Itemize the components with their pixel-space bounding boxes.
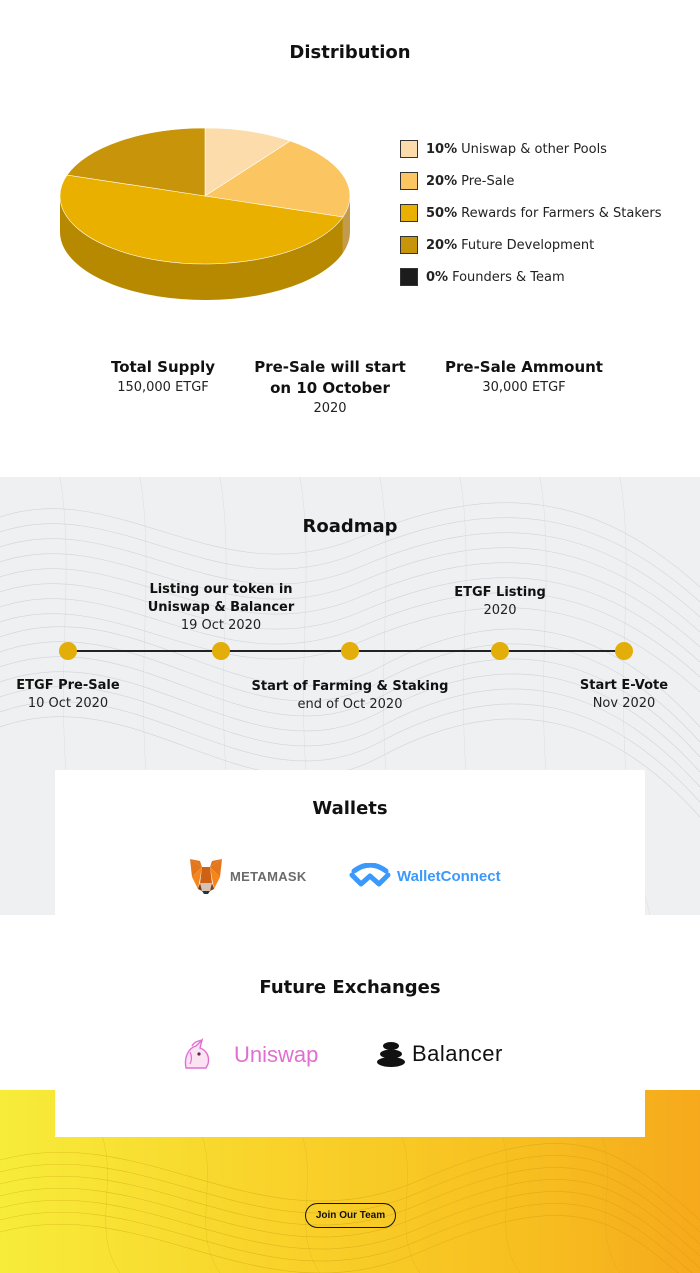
balancer-icon (376, 1041, 406, 1067)
exchange-name: Balancer (412, 1041, 503, 1066)
stat-value: 30,000 ETGF (482, 380, 566, 395)
wallets-card (55, 770, 645, 916)
legend-item-founders-team (400, 261, 662, 293)
roadmap-title: Roadmap (302, 516, 398, 537)
legend-item-future-development (400, 229, 662, 261)
legend-label: Pre-Sale (461, 173, 515, 189)
stat-title-line1: Pre-Sale will start (254, 358, 406, 376)
milestone-title: Start of Farming & Staking (251, 679, 449, 694)
legend-percent: 20% (426, 237, 458, 253)
milestone-date: end of Oct 2020 (297, 697, 403, 712)
stat-title: Pre-Sale Ammount (445, 358, 603, 376)
milestone-date: 2020 (483, 603, 517, 618)
legend-item-pre-sale (400, 165, 662, 197)
timeline-dot (212, 642, 230, 660)
milestone-etgf-listing (410, 584, 590, 620)
walletconnect-icon (349, 863, 391, 889)
timeline-dot (341, 642, 359, 660)
milestone-evote (564, 677, 684, 713)
uniswap-logo[interactable] (180, 1038, 318, 1072)
legend-percent: 10% (426, 141, 458, 157)
milestone-date: Nov 2020 (592, 696, 656, 711)
legend-swatch (400, 140, 418, 158)
stat-value: 2020 (313, 401, 347, 416)
milestone-title: Start E-Vote (579, 678, 669, 693)
milestone-title: ETGF Pre-Sale (16, 678, 120, 693)
milestone-listing-uniswap (131, 581, 311, 635)
stat-title: Total Supply (110, 358, 216, 376)
stat-value: 150,000 ETGF (117, 380, 209, 395)
milestone-title: ETGF Listing (454, 585, 546, 600)
milestone-farming (240, 678, 460, 714)
wallets-title: Wallets (312, 798, 388, 819)
wallet-name: WalletConnect (397, 867, 501, 885)
uniswap-unicorn-icon (180, 1038, 214, 1072)
legend-swatch (400, 204, 418, 222)
legend-percent: 20% (426, 173, 458, 189)
balancer-logo[interactable] (376, 1041, 503, 1067)
legend-swatch (400, 236, 418, 254)
join-our-team-button[interactable]: Join Our Team (305, 1203, 396, 1228)
legend-item-uniswap-pools (400, 133, 662, 165)
timeline-dot (59, 642, 77, 660)
stat-presale-start (230, 357, 430, 418)
distribution-title: Distribution (289, 42, 411, 63)
milestone-date: 19 Oct 2020 (180, 618, 262, 633)
wallet-name: METAMASK (230, 868, 307, 884)
exchanges-card-bottom (55, 1090, 645, 1137)
walletconnect-logo[interactable] (349, 863, 501, 889)
milestone-date: 10 Oct 2020 (27, 696, 109, 711)
legend-label: Future Development (461, 237, 595, 253)
legend-item-rewards (400, 197, 662, 229)
timeline-dot (491, 642, 509, 660)
legend-percent: 50% (426, 205, 458, 221)
pie-legend (400, 133, 662, 293)
exchanges-title: Future Exchanges (259, 977, 441, 998)
metamask-fox-icon (188, 857, 224, 895)
legend-label: Rewards for Farmers & Stakers (461, 205, 662, 221)
distribution-pie-chart (55, 118, 355, 303)
milestone-title-line2: Uniswap & Balancer (147, 600, 295, 615)
legend-label: Founders & Team (452, 269, 565, 285)
stat-title-line2: on 10 October (270, 379, 390, 397)
milestone-presale (0, 677, 158, 713)
metamask-logo[interactable] (188, 857, 307, 895)
legend-percent: 0% (426, 269, 449, 285)
timeline-dot (615, 642, 633, 660)
stat-presale-amount (424, 357, 624, 397)
exchange-name: Uniswap (234, 1042, 319, 1067)
milestone-title-line1: Listing our token in (149, 582, 293, 597)
legend-swatch (400, 172, 418, 190)
legend-label: Uniswap & other Pools (461, 141, 607, 157)
legend-swatch (400, 268, 418, 286)
